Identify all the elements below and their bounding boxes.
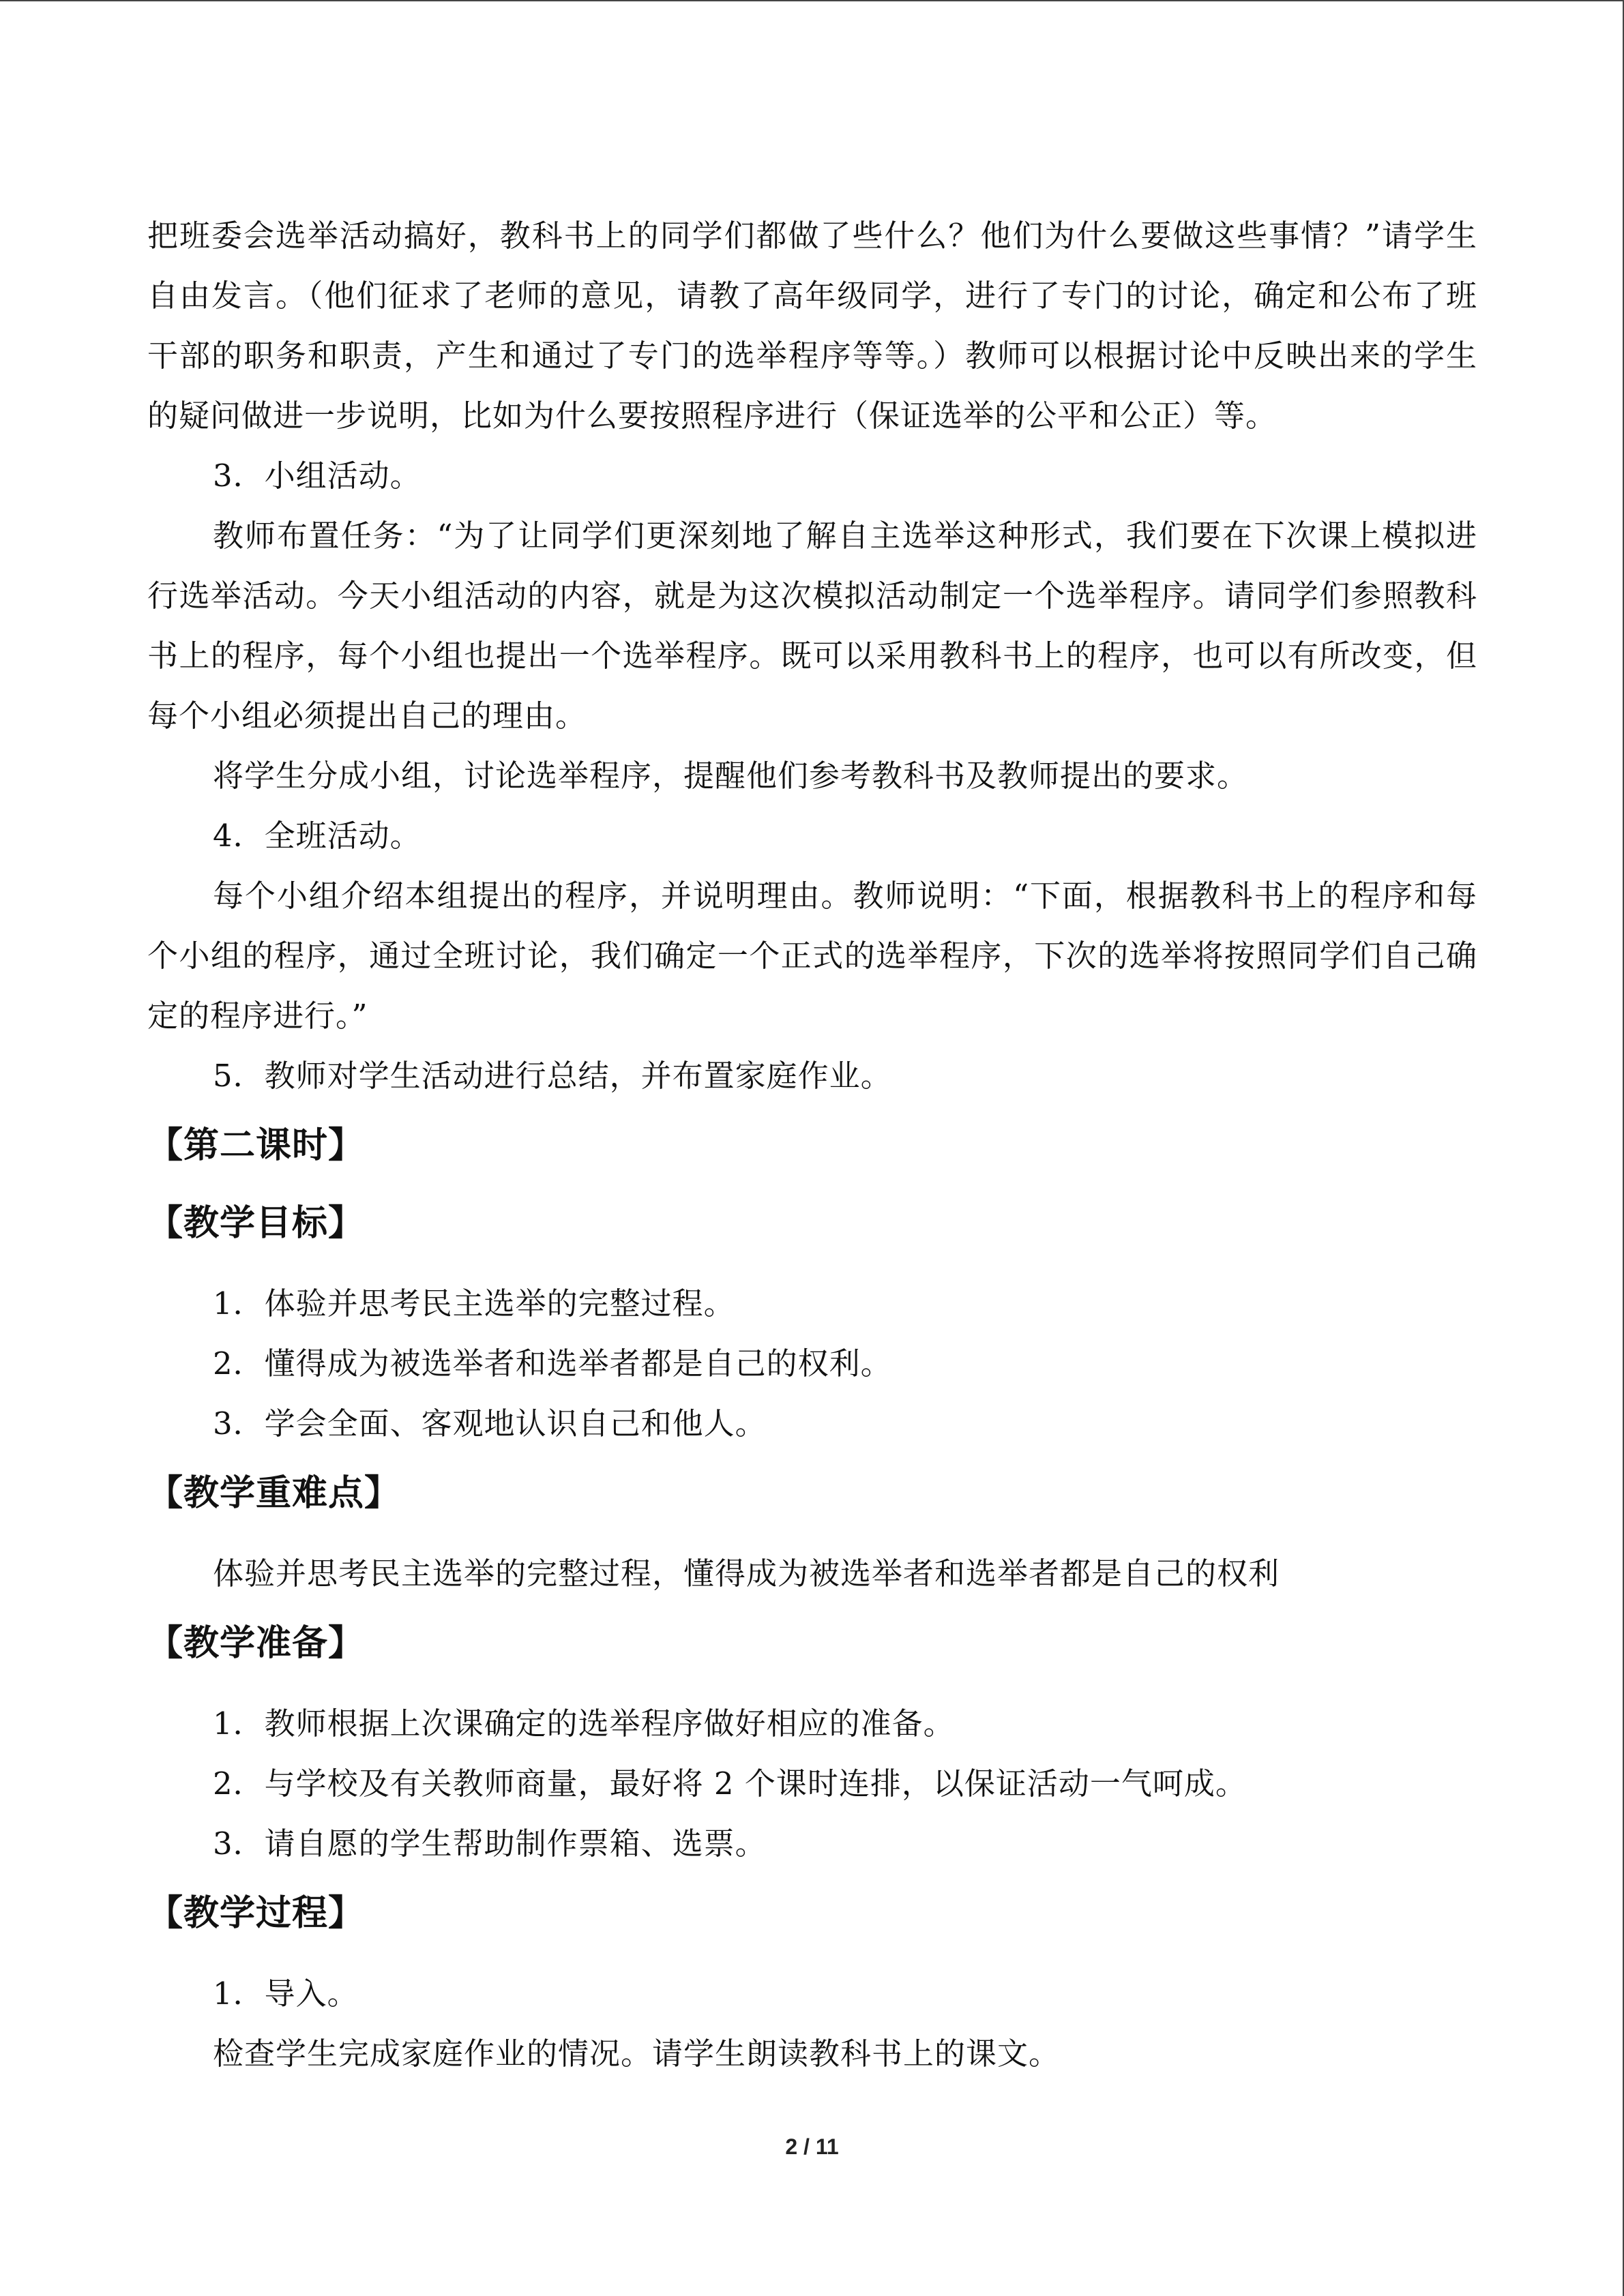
list-item: 3．小组活动。 bbox=[213, 458, 422, 494]
section-heading-preparation: 【教学准备】 bbox=[147, 1623, 365, 1664]
list-item: 2．与学校及有关教师商量，最好将 2 个课时连排，以保证活动一气呵成。 bbox=[213, 1765, 1247, 1802]
section-heading-process: 【教学过程】 bbox=[147, 1893, 365, 1934]
paragraph: 教师布置任务：“为了让同学们更深刻地了解自主选举这种形式，我们要在下次课上模拟进行选举活动。今天小组活动的内容，就是为这次模拟活动制定一个选举程序。请同学们参照教科书上的程序，每个小组也提出一个选举程序。既可以采用教科书上的程序，也可以有所改变，但每个小组必须提出自己的理由。 bbox=[147, 518, 1477, 734]
section-heading-goals: 【教学目标】 bbox=[147, 1203, 365, 1244]
list-item: 1．教师根据上次课确定的选举程序做好相应的准备。 bbox=[213, 1705, 955, 1742]
paragraph: 将学生分成小组，讨论选举程序，提醒他们参考教科书及教师提出的要求。 bbox=[213, 758, 1249, 794]
paragraph: 每个小组介绍本组提出的程序，并说明理由。教师说明：“下面，根据教科书上的程序和每个小组的程序，通过全班讨论，我们确定一个正式的选举程序，下次的选举将按照同学们自己确定的程序进行。” bbox=[147, 878, 1477, 1034]
section-heading-key-points: 【教学重难点】 bbox=[147, 1473, 401, 1514]
list-item: 1．体验并思考民主选举的完整过程。 bbox=[213, 1285, 735, 1322]
list-item: 5．教师对学生活动进行总结，并布置家庭作业。 bbox=[213, 1058, 892, 1094]
page-content bbox=[147, 206, 1477, 2084]
list-item: 3．学会全面、客观地认识自己和他人。 bbox=[213, 1405, 767, 1442]
paragraph: 把班委会选举活动搞好，教科书上的同学们都做了些什么？他们为什么要做这些事情？”请学生自由发言。（他们征求了老师的意见，请教了高年级同学，进行了专门的讨论，确定和公布了班干部的职务和职责，产生和通过了专门的选举程序等等。）教师可以根据讨论中反映出来的学生的疑问做进一步说明，比如为什么要按照程序进行（保证选举的公平和公正）等。 bbox=[147, 218, 1477, 434]
list-item: 1．导入。 bbox=[213, 1976, 359, 2012]
paragraph: 体验并思考民主选举的完整过程，懂得成为被选举者和选举者都是自己的权利 bbox=[213, 1555, 1280, 1592]
list-item: 2．懂得成为被选举者和选举者都是自己的权利。 bbox=[213, 1345, 892, 1382]
list-item: 3．请自愿的学生帮助制作票箱、选票。 bbox=[213, 1825, 767, 1862]
page-number: 2 / 11 bbox=[785, 2134, 839, 2159]
list-item: 4．全班活动。 bbox=[213, 818, 422, 854]
section-heading-lesson2: 【第二课时】 bbox=[147, 1125, 365, 1166]
paragraph: 检查学生完成家庭作业的情况。请学生朗读教科书上的课文。 bbox=[213, 2036, 1061, 2072]
